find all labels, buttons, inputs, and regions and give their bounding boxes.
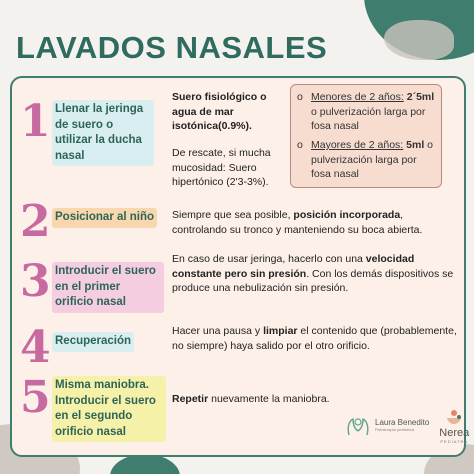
dosage-text bbox=[311, 138, 435, 182]
step-number: 1 bbox=[20, 96, 51, 147]
step-label: Misma maniobra. Introducir el suero en el segundo orificio nasal bbox=[52, 376, 166, 442]
laura-logo-text bbox=[375, 419, 429, 432]
step-desc-text: . Con los demás dispositivos se produce una nebulización sin presión. bbox=[172, 267, 454, 295]
dosage-item bbox=[297, 90, 435, 134]
step-1 bbox=[20, 96, 154, 166]
step-1-desc bbox=[172, 90, 290, 190]
step-desc-bold: Suero fisiológico o agua de mar isotónica(0.9%). bbox=[172, 91, 267, 133]
step-number: 4 bbox=[20, 322, 51, 373]
bullet-icon: o bbox=[297, 139, 303, 152]
nerea-sub: PEDIATRA bbox=[440, 439, 469, 444]
dosage-rest: o pulverización larga por fosa nasal bbox=[311, 105, 426, 133]
hands-logo-icon bbox=[345, 413, 371, 439]
step-desc-text: el contenido que (probablemente, no siempre) haya salido por el otro orificio. bbox=[172, 325, 457, 352]
step-5 bbox=[20, 372, 166, 442]
step-desc-text: Siempre que sea posible, bbox=[172, 209, 294, 221]
step-desc-text: De rescate, si mucha mucosidad: Suero hipertónico (2'3-3%). bbox=[172, 147, 271, 189]
dosage-text bbox=[311, 90, 435, 134]
step-label: Posicionar al niño bbox=[52, 208, 157, 228]
step-desc-bold: limpiar bbox=[263, 325, 298, 337]
step-desc-bold: posición incorporada bbox=[293, 209, 401, 221]
nerea-name: Nerea bbox=[439, 427, 470, 439]
step-label: Recuperación bbox=[52, 332, 134, 352]
nerea-logo-icon bbox=[443, 408, 465, 428]
logo-nerea bbox=[439, 408, 469, 444]
laura-sub: Fisioterapia pediátrica bbox=[375, 427, 415, 433]
step-desc-text: Hacer una pausa y bbox=[172, 325, 264, 337]
page-title: LAVADOS NASALES bbox=[16, 30, 328, 65]
step-label: Introducir el suero en el primer orificio nasal bbox=[52, 262, 164, 313]
step-desc-text: , controlando su tronco y manteniendo su boca abierta. bbox=[172, 209, 423, 236]
dosage-rest: o pulverización larga por fosa nasal bbox=[311, 139, 433, 181]
step-2-desc bbox=[172, 208, 457, 237]
dosage-amount: 2´5ml bbox=[406, 91, 435, 103]
dosage-age: Menores de 2 años: bbox=[311, 91, 404, 103]
step-desc-text: nuevamente la maniobra. bbox=[208, 393, 330, 405]
step-desc-text: En caso de usar jeringa, hacerlo con una bbox=[172, 253, 366, 265]
step-5-desc bbox=[172, 392, 342, 407]
step-3-desc bbox=[172, 252, 457, 296]
step-desc-bold: velocidad constante pero sin presión bbox=[172, 253, 415, 280]
laura-name: Laura Benedito bbox=[375, 418, 430, 428]
bullet-icon: o bbox=[297, 91, 303, 103]
step-number: 2 bbox=[20, 196, 51, 247]
logos bbox=[345, 408, 469, 444]
step-2 bbox=[20, 196, 157, 247]
step-4 bbox=[20, 322, 134, 373]
step-label: Llenar la jeringa de suero o utilizar la ducha nasal bbox=[52, 100, 154, 166]
step-number: 3 bbox=[20, 256, 51, 307]
dosage-note bbox=[290, 84, 442, 188]
dosage-item bbox=[297, 138, 435, 182]
step-3 bbox=[20, 256, 164, 313]
dosage-age: Mayores de 2 años: bbox=[311, 139, 404, 152]
decor-blob-top-right-small bbox=[384, 20, 454, 60]
logo-laura-benedito bbox=[345, 413, 429, 439]
decor-blob-bottom-left-green bbox=[110, 454, 180, 474]
step-number: 5 bbox=[20, 372, 51, 423]
step-desc-bold: Repetir bbox=[172, 393, 209, 405]
step-4-desc bbox=[172, 324, 457, 353]
dosage-amount: 5ml bbox=[406, 139, 425, 152]
